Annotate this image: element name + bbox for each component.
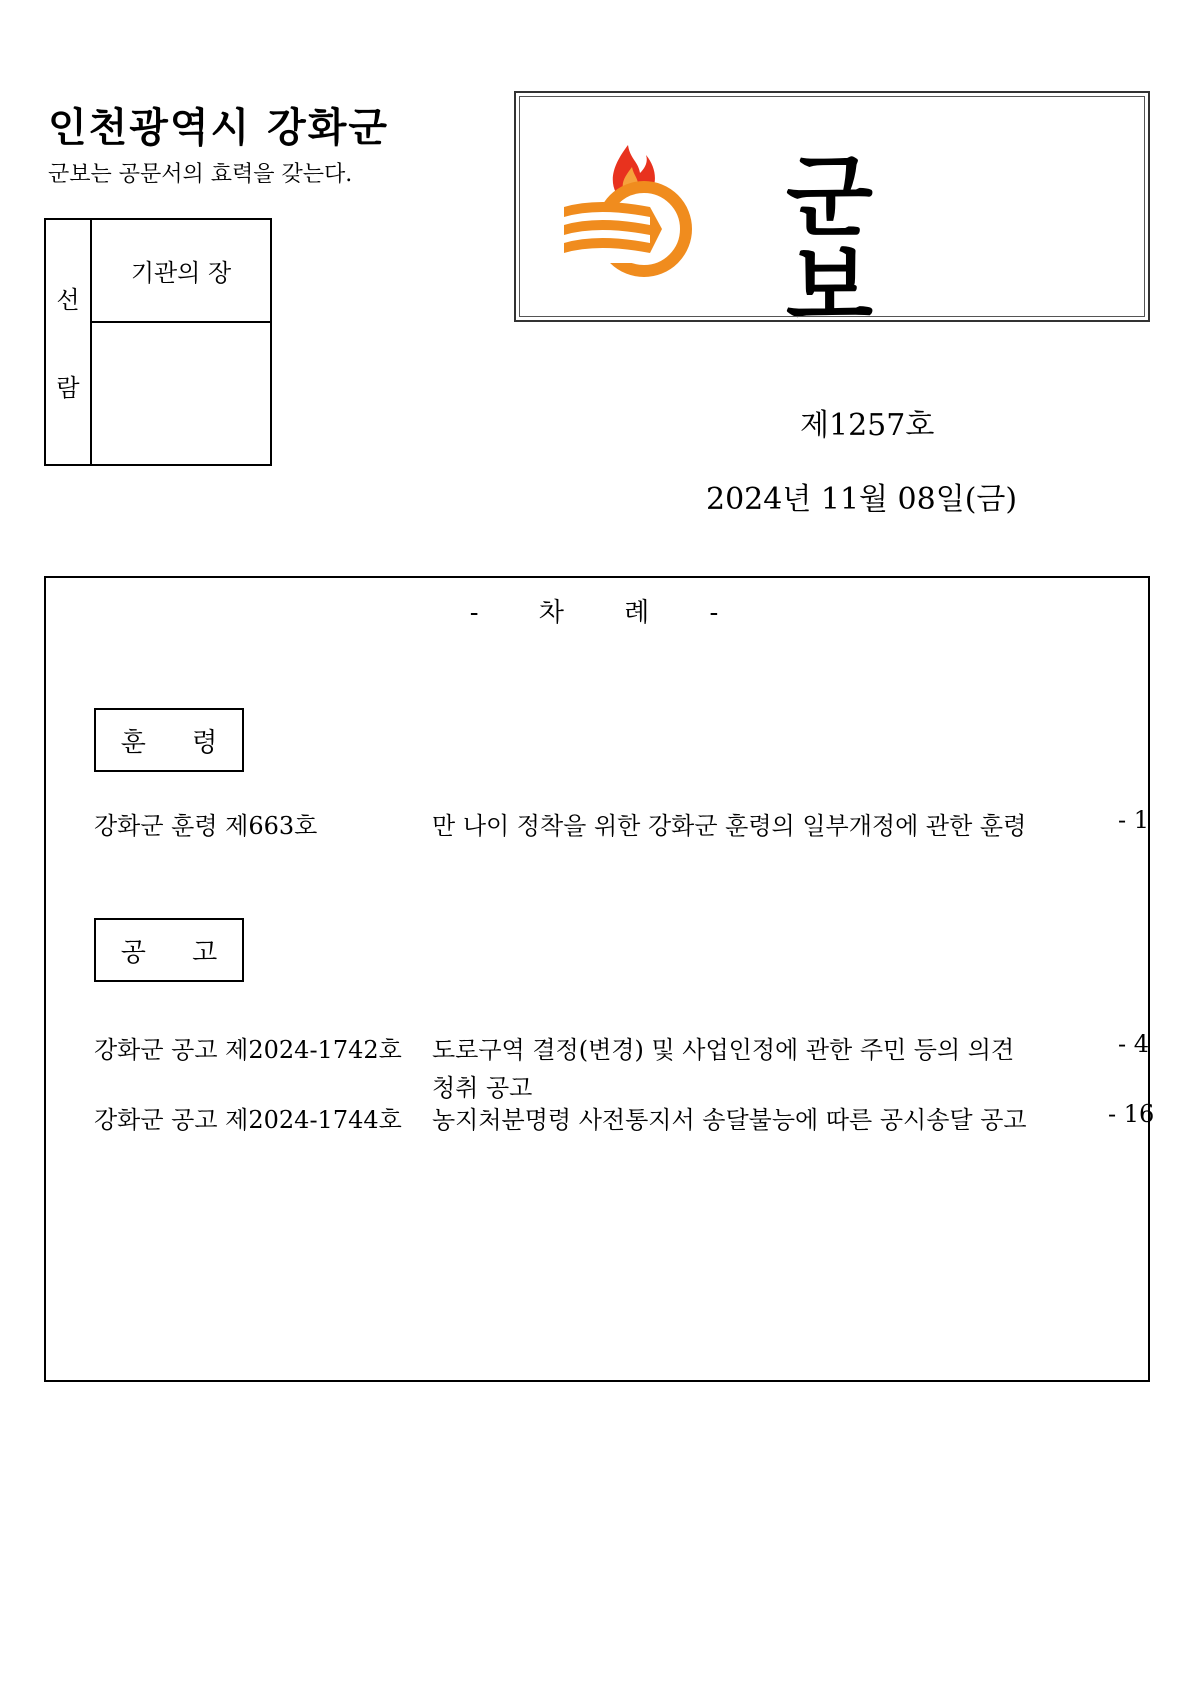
entry-title: 농지처분명령 사전통지서 송달불능에 따른 공시송달 공고 [432,1106,1027,1134]
gazette-title: 군보 [786,145,973,340]
legal-notice: 군보는 공문서의 효력을 갖는다. [48,162,353,187]
toc-title: - 차 례 - [469,598,725,628]
entry-number: 강화군 공고 제2024-1744호 [94,1106,402,1134]
issue-number: 제1257호 [800,408,935,443]
entry-page: - 4 [1118,1030,1150,1058]
entry-title: 도로구역 결정(변경) 및 사업인정에 관한 주민 등의 의견 [432,1036,1015,1064]
approval-box [44,218,272,466]
entry-number: 강화군 훈령 제663호 [94,812,318,840]
entry-title-continuation: 청취 공고 [432,1074,533,1102]
entry-number: 강화군 공고 제2024-1742호 [94,1036,402,1064]
section-label-notice: 공 고 [94,918,244,982]
section-label-order: 훈 령 [94,708,244,772]
entry-title: 만 나이 정착을 위한 강화군 훈령의 일부개정에 관한 훈령 [432,812,1027,840]
entry-page: - 16 [1108,1100,1155,1128]
gazette-banner [514,91,1150,340]
issue-date: 2024년 11월 08일(금) [706,482,1018,517]
approval-side-label-2: 람 [56,374,80,402]
table-of-contents [44,576,1155,1382]
issuer-name: 인천광역시 강화군 [48,105,390,151]
entry-page: - 1 [1118,806,1150,834]
approval-head-label: 기관의 장 [92,220,270,323]
approval-side-column [46,220,92,464]
approval-side-label-1: 선 [56,286,80,314]
ganghwa-county-emblem-icon [558,137,708,277]
approval-sign-area [92,323,270,464]
